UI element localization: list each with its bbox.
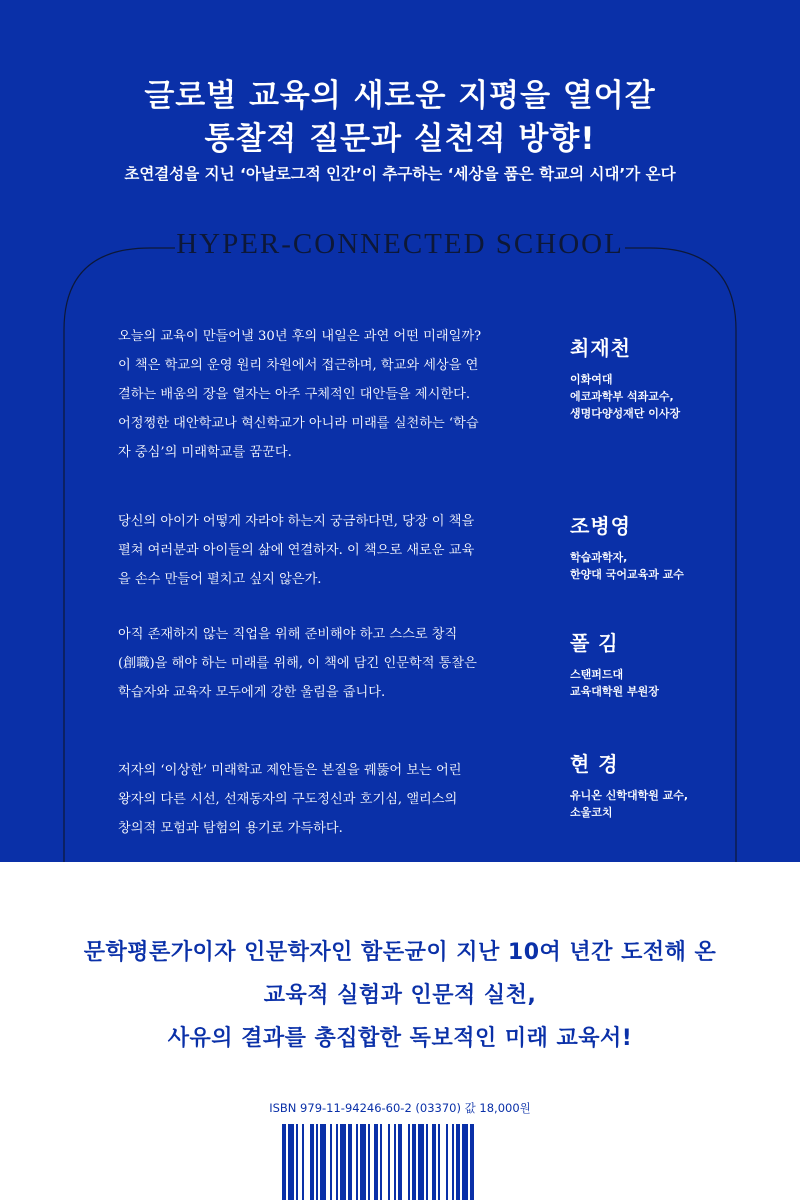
barcode-bar xyxy=(470,1124,474,1200)
reviewer-role: 유니온 신학대학원 교수, 소울코치 xyxy=(570,789,689,819)
reviewer xyxy=(570,627,770,700)
promo-line-3: 사유의 결과를 총집합한 독보적인 미래 교육서! xyxy=(167,1026,633,1051)
barcode-bar xyxy=(282,1124,286,1200)
review-line: 학습자와 교육자 모두에게 강한 울림을 줍니다. xyxy=(118,685,386,700)
headline-line-2: 통찰적 질문과 실천적 방향! xyxy=(204,121,596,157)
barcode-bar xyxy=(310,1124,314,1200)
barcode-bar xyxy=(398,1124,402,1200)
review-line: 오늘의 교육이 만들어낼 30년 후의 내일은 과연 어떤 미래일까? xyxy=(118,329,482,344)
reviewer-name: 현 경 xyxy=(570,752,619,776)
reviewer xyxy=(570,510,770,583)
review-line: 창의적 모험과 탐험의 용기로 가득하다. xyxy=(118,821,343,836)
reviewer xyxy=(570,332,770,422)
subheadline: 초연결성을 지닌 ‘아날로그적 인간’이 추구하는 ‘세상을 품은 학교의 시대’가 온다 xyxy=(124,165,676,183)
review-text xyxy=(118,620,548,707)
reviewer-name: 조병영 xyxy=(570,514,631,538)
barcode-bar xyxy=(356,1124,358,1200)
review-text xyxy=(118,756,548,843)
promo-line-2: 교육적 실험과 인문적 실천, xyxy=(263,983,537,1008)
barcode-bar xyxy=(302,1124,304,1200)
isbn-price: ISBN 979-11-94246-60-2 (03370) 값 18,000원 xyxy=(269,1101,531,1115)
reviewer-role: 학습과학자, 한양대 국어교육과 교수 xyxy=(570,551,684,581)
barcode-bar xyxy=(316,1124,318,1200)
review-line: 어정쩡한 대안학교나 혁신학교가 아니라 미래를 실천하는 ‘학습 xyxy=(118,416,479,431)
barcode-bar xyxy=(368,1124,370,1200)
barcode-bar xyxy=(412,1124,416,1200)
reviewer-role: 스탠퍼드대 교육대학원 부원장 xyxy=(570,668,659,698)
barcode-bar xyxy=(418,1124,424,1200)
barcode-bar xyxy=(320,1124,326,1200)
review-line: 저자의 ‘이상한’ 미래학교 제안들은 본질을 꿰뚫어 보는 어린 xyxy=(118,763,462,778)
barcode-bar xyxy=(394,1124,396,1200)
review-text xyxy=(118,322,548,467)
reviewer-name: 폴 김 xyxy=(570,631,619,655)
barcode-bar xyxy=(432,1124,436,1200)
barcode-bar xyxy=(462,1124,468,1200)
barcode-bar xyxy=(380,1124,382,1200)
barcode-bar xyxy=(438,1124,440,1200)
barcode-bar xyxy=(426,1124,428,1200)
barcode-bar xyxy=(452,1124,454,1200)
reviewer-name: 최재천 xyxy=(570,336,631,360)
barcode-bar xyxy=(336,1124,338,1200)
barcode-bar xyxy=(456,1124,460,1200)
review-line: 이 책은 학교의 운영 원리 차원에서 접근하며, 학교와 세상을 연 xyxy=(118,358,479,373)
reviewer xyxy=(570,748,770,821)
review-line: 결하는 배움의 장을 열자는 아주 구체적인 대안들을 제시한다. xyxy=(118,387,471,402)
barcode-bar xyxy=(408,1124,410,1200)
barcode-bar xyxy=(340,1124,346,1200)
review-line: 아직 존재하지 않는 직업을 위해 준비해야 하고 스스로 창직 xyxy=(118,627,458,642)
barcode-bar xyxy=(360,1124,366,1200)
barcode-bar xyxy=(330,1124,332,1200)
barcode-bar xyxy=(348,1124,352,1200)
review-line: 당신의 아이가 어떻게 자라야 하는지 궁금하다면, 당장 이 책을 xyxy=(118,514,475,529)
review-line: 펼쳐 여러분과 아이들의 삶에 연결하자. 이 책으로 새로운 교육 xyxy=(118,543,475,558)
review-line: 자 중심’의 미래학교를 꿈꾼다. xyxy=(118,445,292,460)
barcode-bar xyxy=(374,1124,378,1200)
review-text xyxy=(118,507,548,594)
barcode-bar xyxy=(388,1124,390,1200)
review-line: 을 손수 만들어 펼치고 싶지 않은가. xyxy=(118,572,322,587)
barcode-bar xyxy=(446,1124,448,1200)
barcode-bar xyxy=(296,1124,298,1200)
headline-line-1: 글로벌 교육의 새로운 지평을 열어갈 xyxy=(144,78,656,114)
promo-line-1: 문학평론가이자 인문학자인 함돈균이 지난 10여 년간 도전해 온 xyxy=(83,940,717,965)
barcode xyxy=(282,1124,518,1200)
review-line: (創職)을 해야 하는 미래를 위해, 이 책에 담긴 인문학적 통찰은 xyxy=(118,656,477,671)
barcode-bar xyxy=(288,1124,294,1200)
reviewer-role: 이화여대 에코과학부 석좌교수, 생명다양성재단 이사장 xyxy=(570,373,681,420)
section-title: HYPER-CONNECTED SCHOOL xyxy=(176,228,624,260)
review-line: 왕자의 다른 시선, 선재동자의 구도정신과 호기심, 앨리스의 xyxy=(118,792,458,807)
